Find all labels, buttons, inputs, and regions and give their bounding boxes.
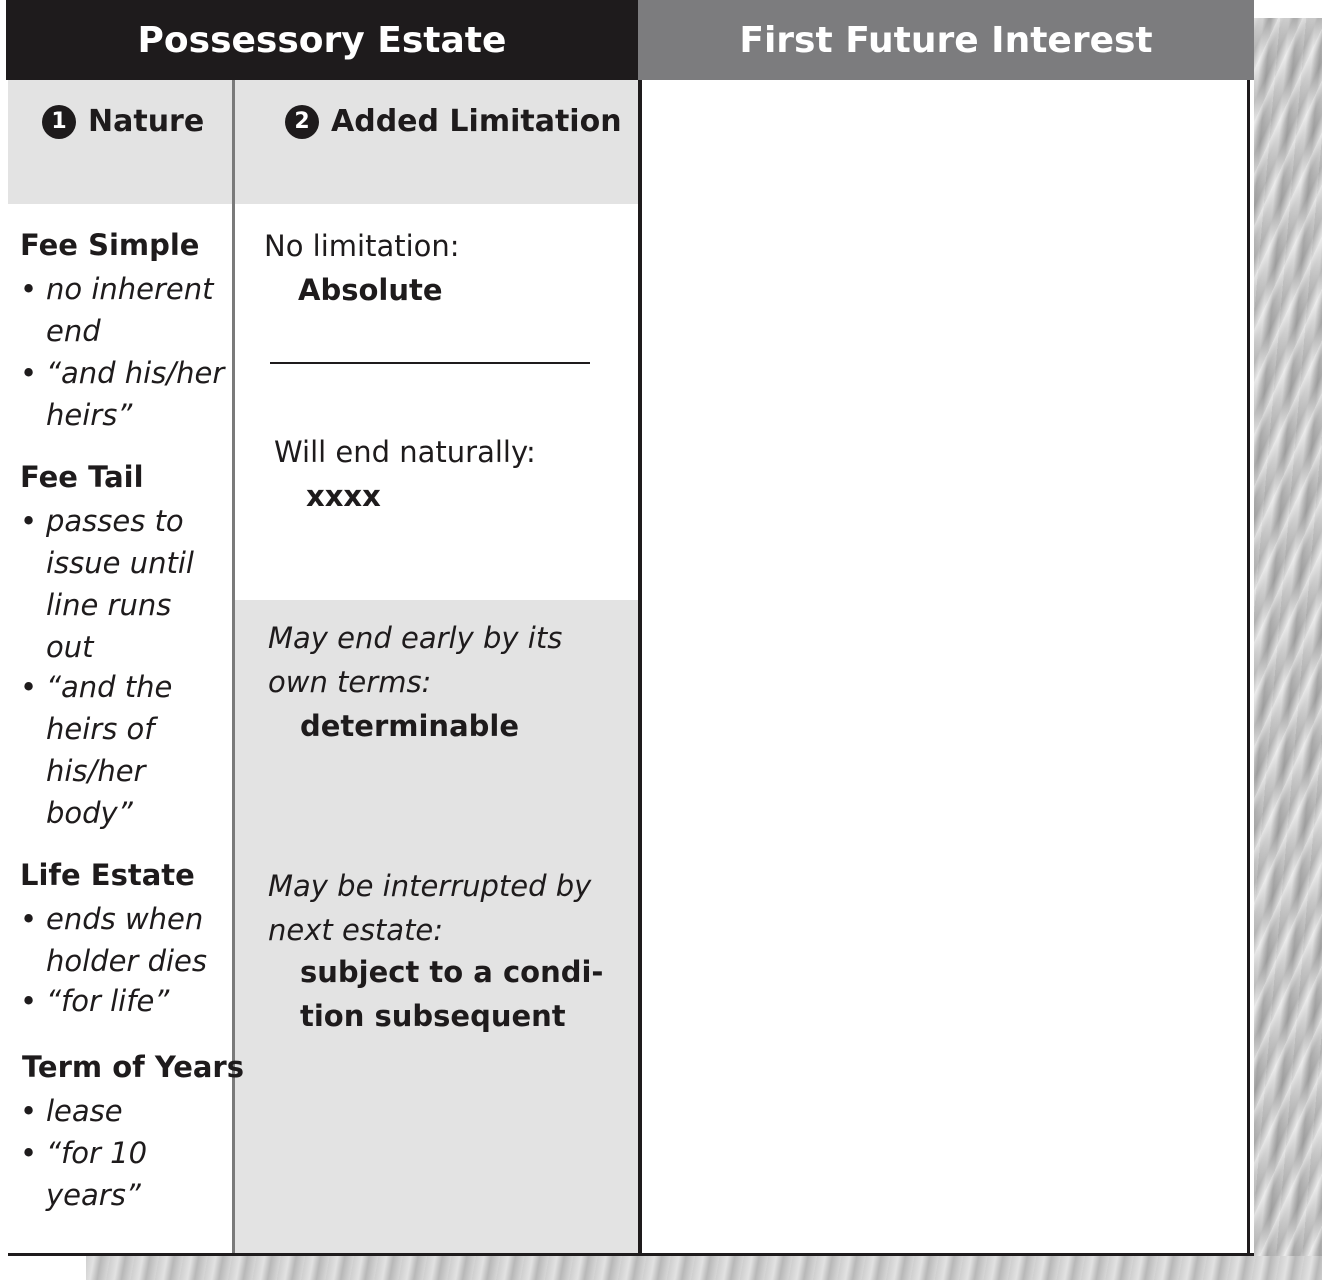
list-item bbox=[46, 898, 207, 982]
list-item bbox=[46, 500, 194, 668]
bullet-line: • no inherent bbox=[46, 272, 214, 306]
estate-name-fee-tail: Fee Tail bbox=[20, 460, 144, 494]
list-item bbox=[46, 980, 169, 1022]
limitation-natural-label: Will end naturally: bbox=[274, 435, 536, 469]
number-badge-2: 2 bbox=[285, 105, 319, 139]
subheader-added-limitation-label: Added Limitation bbox=[331, 104, 622, 139]
bullet-line: • “and his/her bbox=[46, 356, 225, 390]
bullet-line: years” bbox=[46, 1178, 141, 1212]
number-badge-1: 1 bbox=[42, 105, 76, 139]
list-item bbox=[46, 666, 172, 834]
limitation-natural-value: xxxx bbox=[306, 479, 381, 513]
bullet-line: body” bbox=[46, 796, 133, 830]
estate-name-fee-simple: Fee Simple bbox=[20, 228, 200, 262]
bullet-line: his/her bbox=[46, 754, 146, 788]
bullet-line: end bbox=[46, 314, 101, 348]
estate-name-life-estate: Life Estate bbox=[20, 858, 195, 892]
subheader-added-limitation bbox=[235, 80, 638, 204]
limitation-early-value: determinable bbox=[300, 709, 520, 743]
list-item bbox=[46, 268, 214, 352]
bullet-line: out bbox=[46, 630, 94, 664]
table-bottom-rule bbox=[8, 1253, 1254, 1256]
list-item bbox=[46, 1090, 123, 1132]
limitation-interrupt-value-line-2: tion subsequent bbox=[300, 999, 566, 1033]
bullet-line: heirs of bbox=[46, 712, 155, 746]
limitation-early-label-line-2: own terms: bbox=[268, 665, 432, 699]
bullet-line: holder dies bbox=[46, 944, 207, 978]
bullet-line: • “for 10 bbox=[46, 1136, 148, 1170]
bullet-line: • lease bbox=[46, 1094, 123, 1128]
limitation-interrupt-label-line-2: next estate: bbox=[268, 913, 444, 947]
textured-backdrop-bottom bbox=[86, 1256, 1322, 1280]
future-interest-column bbox=[638, 80, 1250, 1254]
limitation-none-label: No limitation: bbox=[264, 229, 460, 263]
bullet-line: heirs” bbox=[46, 398, 133, 432]
list-item bbox=[46, 352, 224, 436]
header-first-future-interest bbox=[638, 0, 1254, 80]
bullet-line: • “for life” bbox=[46, 984, 170, 1018]
limitation-interrupt-label-line-1: May be interrupted by bbox=[268, 869, 592, 903]
limitation-divider bbox=[270, 362, 590, 364]
list-item bbox=[46, 1132, 147, 1216]
bullet-line: line runs bbox=[46, 588, 172, 622]
header-first-future-interest-label: First Future Interest bbox=[739, 19, 1153, 61]
header-possessory-estate-label: Possessory Estate bbox=[137, 19, 507, 61]
bullet-line: • passes to bbox=[46, 504, 184, 538]
limitation-interrupt-value-line-1: subject to a condi- bbox=[300, 955, 604, 989]
estate-name-term-of-years: Term of Years bbox=[22, 1050, 244, 1084]
header-possessory-estate bbox=[6, 0, 638, 80]
bullet-line: issue until bbox=[46, 546, 194, 580]
subheader-nature-label: Nature bbox=[88, 104, 205, 139]
limitation-early-label-line-1: May end early by its bbox=[268, 621, 563, 655]
bullet-line: • ends when bbox=[46, 902, 204, 936]
estates-table bbox=[6, 0, 1254, 1256]
bullet-line: • “and the bbox=[46, 670, 173, 704]
subheader-nature bbox=[8, 80, 232, 204]
textured-backdrop-right bbox=[1254, 18, 1322, 1280]
limitation-none-value: Absolute bbox=[298, 273, 443, 307]
